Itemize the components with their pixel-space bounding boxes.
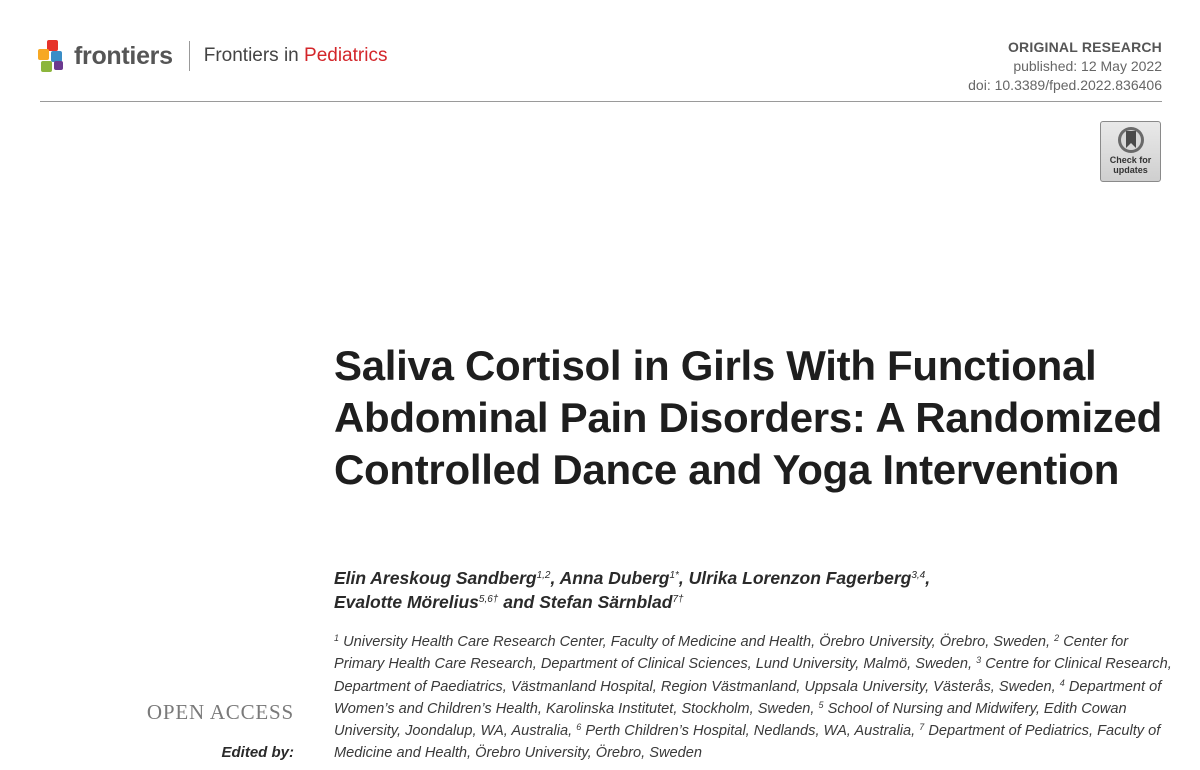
- author-separator: and: [498, 592, 540, 612]
- author-separator: ,: [550, 568, 560, 588]
- author-affiliation-ref: 5,6†: [478, 594, 499, 605]
- affiliation-number: 2: [1054, 633, 1060, 643]
- author[interactable]: [560, 568, 679, 588]
- author-affiliation-ref: 1*: [669, 570, 679, 581]
- author[interactable]: [539, 592, 683, 612]
- affiliation-number: 1: [334, 633, 340, 643]
- affiliation-number: 5: [818, 699, 824, 710]
- check-updates-label-1: Check for: [1109, 155, 1152, 165]
- author-separator: ,: [925, 568, 931, 588]
- logo-divider: [189, 41, 190, 71]
- author-name: Stefan Särnblad: [539, 592, 673, 612]
- author-list: [334, 566, 1174, 614]
- doi[interactable]: doi: 10.3389/fped.2022.836406: [968, 77, 1162, 93]
- open-access-label: OPEN ACCESS: [146, 700, 294, 724]
- journal-name[interactable]: [204, 45, 388, 67]
- article-type: ORIGINAL RESEARCH: [1007, 39, 1162, 55]
- article-meta: [968, 38, 1162, 95]
- header-rule: [40, 101, 1162, 102]
- affiliation-number: 7: [919, 722, 925, 733]
- bookmark-icon: [1116, 125, 1146, 155]
- author-name: Anna Duberg: [559, 568, 670, 588]
- frontiers-logo-icon: [38, 40, 68, 72]
- author-affiliation-ref: 1,2: [536, 570, 551, 581]
- affiliation-text: Centre for Clinical Research, Department of Paediatrics, Västmanland Hospital, Region Västmanland, Uppsala University, Västerås, Sweden,: [334, 656, 1172, 695]
- journal-prefix: Frontiers in: [203, 45, 305, 66]
- author-affiliation-ref: 3,4: [911, 570, 926, 581]
- affiliation-text: Department of Women’s and Children’s Health, Karolinska Institutet, Stockholm, Sweden,: [334, 678, 1162, 717]
- journal-section: Pediatrics: [304, 45, 388, 66]
- author-affiliation-ref: 7†: [672, 594, 684, 605]
- affiliation-number: 6: [576, 722, 582, 733]
- published-date: published: 12 May 2022: [1013, 58, 1162, 74]
- author[interactable]: [334, 592, 498, 612]
- frontiers-logo[interactable]: [38, 38, 387, 74]
- affiliation-text: Perth Children’s Hospital, Nedlands, WA, Australia,: [585, 723, 916, 740]
- article-title: Saliva Cortisol in Girls With Functional Abdominal Pain Disorders: A Randomized Controlled Dance and Yoga Intervention: [334, 342, 1162, 493]
- affiliation-number: 3: [976, 655, 982, 666]
- edited-by-label: Edited by:: [221, 744, 294, 761]
- author-name: Evalotte Mörelius: [334, 592, 479, 612]
- affiliation-text: School of Nursing and Midwifery, Edith Cowan University, Joondalup, WA, Australia,: [334, 700, 1127, 740]
- author[interactable]: [689, 568, 926, 588]
- affiliation-number: 4: [1059, 677, 1065, 688]
- author-name: Elin Areskoug Sandberg: [334, 568, 537, 588]
- author-name: Ulrika Lorenzon Fagerberg: [688, 568, 912, 588]
- affiliation-text: Department of Pediatrics, Faculty of Medicine and Health, Örebro University, Örebro, Sweden: [334, 723, 1161, 762]
- brand-name: frontiers: [74, 41, 173, 70]
- check-for-updates-button[interactable]: [1100, 121, 1161, 182]
- affiliations: [334, 631, 1174, 765]
- affiliation-text: Center for Primary Health Care Research, Department of Clinical Sciences, Lund University, Malmö, Sweden,: [334, 634, 1129, 673]
- author-separator: ,: [678, 568, 689, 588]
- author[interactable]: [334, 568, 551, 588]
- check-updates-label-2: updates: [1113, 165, 1148, 175]
- affiliation-text: University Health Care Research Center, Faculty of Medicine and Health, Örebro University, Örebro, Sweden,: [343, 634, 1051, 650]
